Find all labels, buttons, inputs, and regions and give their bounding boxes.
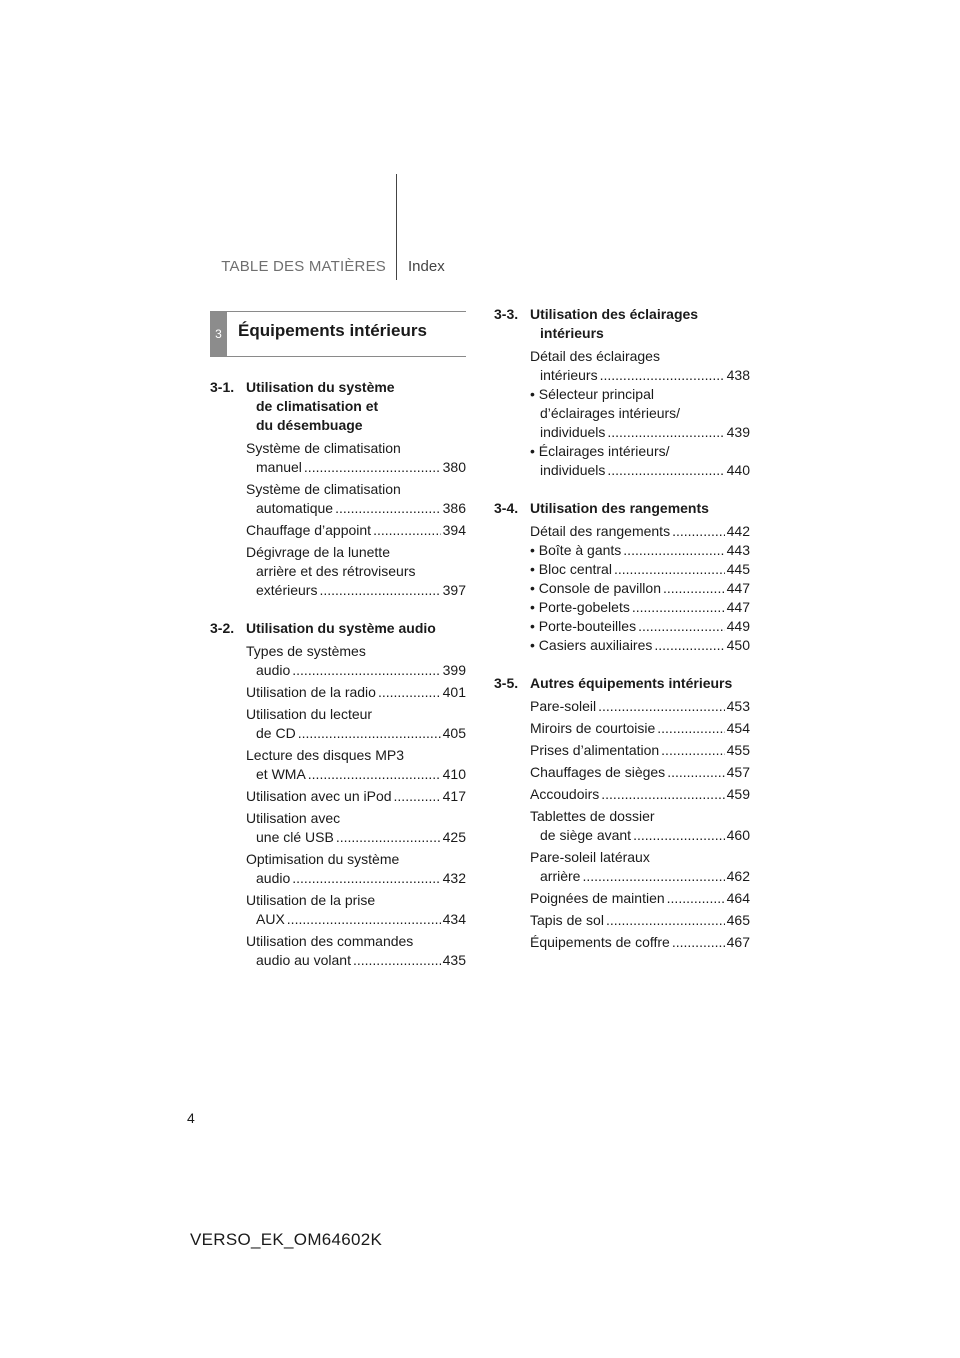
dot-leader bbox=[373, 521, 441, 540]
index-link[interactable]: Index bbox=[408, 258, 445, 275]
toc-entry[interactable] bbox=[530, 385, 750, 442]
entry-page-number: 443 bbox=[726, 542, 750, 558]
entry-line bbox=[246, 891, 466, 910]
entry-label: • Porte-bouteilles bbox=[530, 618, 637, 634]
toc-entry[interactable] bbox=[530, 541, 750, 560]
entry-label: individuels bbox=[540, 462, 606, 478]
toc-entry[interactable] bbox=[530, 785, 750, 804]
entry-label: Système de climatisation bbox=[246, 481, 401, 497]
entry-page-number: 432 bbox=[442, 870, 466, 886]
entry-label: Équipements de coffre bbox=[530, 934, 670, 950]
entry-label: Types de systèmes bbox=[246, 643, 366, 659]
group-title-line: Autres équipements intérieurs bbox=[530, 675, 733, 691]
entry-label: Prises d’alimentation bbox=[530, 742, 660, 758]
dot-leader bbox=[607, 461, 724, 480]
dot-leader bbox=[672, 522, 725, 541]
entry-label: • Éclairages intérieurs/ bbox=[530, 443, 670, 459]
entry-page-number: 434 bbox=[442, 911, 466, 927]
entry-label: Chauffage d’appoint bbox=[246, 522, 372, 538]
entry-page-number: 397 bbox=[442, 582, 466, 598]
page-number: 4 bbox=[187, 1110, 195, 1126]
dot-leader bbox=[607, 423, 724, 442]
dot-leader bbox=[606, 911, 725, 930]
entry-label: d’éclairages intérieurs/ bbox=[540, 405, 681, 421]
toc-entry[interactable] bbox=[530, 560, 750, 579]
entry-label: audio bbox=[256, 870, 291, 886]
toc-entry[interactable] bbox=[246, 932, 466, 970]
group-number: 3-1. bbox=[210, 379, 235, 395]
entry-page-number: 410 bbox=[442, 766, 466, 782]
section-number: 3 bbox=[215, 327, 222, 341]
entry-page-number: 442 bbox=[726, 523, 750, 539]
dot-leader bbox=[632, 598, 725, 617]
section-rule-top bbox=[210, 311, 466, 312]
entry-line bbox=[246, 543, 466, 562]
dot-leader bbox=[654, 636, 724, 655]
dot-leader bbox=[623, 541, 724, 560]
toc-entry[interactable] bbox=[530, 598, 750, 617]
entry-page-number: 447 bbox=[726, 580, 750, 596]
group-title bbox=[530, 674, 750, 693]
entry-label: Tapis de sol bbox=[530, 912, 604, 928]
toc-entry[interactable] bbox=[246, 521, 466, 540]
dot-leader bbox=[667, 889, 725, 908]
entry-page-number: 464 bbox=[726, 890, 750, 906]
group-title-line: de climatisation et bbox=[256, 398, 379, 414]
toc-entry[interactable] bbox=[530, 579, 750, 598]
entry-line bbox=[246, 683, 466, 702]
toc-entry[interactable] bbox=[530, 763, 750, 782]
group-title-line: Utilisation des éclairages bbox=[530, 306, 699, 322]
toc-entry[interactable] bbox=[246, 439, 466, 477]
toc-group bbox=[210, 378, 466, 600]
group-heading bbox=[210, 378, 466, 435]
toc-entry[interactable] bbox=[530, 347, 750, 385]
entry-label: Utilisation du lecteur bbox=[246, 706, 373, 722]
group-title-line: intérieurs bbox=[540, 325, 604, 341]
entry-line bbox=[530, 826, 750, 845]
group-number: 3-5. bbox=[494, 675, 519, 691]
group-number: 3-2. bbox=[210, 620, 235, 636]
entry-line bbox=[530, 461, 750, 480]
entry-label: Pare-soleil latéraux bbox=[530, 849, 650, 865]
dot-leader bbox=[378, 683, 441, 702]
toc-entry[interactable] bbox=[530, 933, 750, 952]
entry-page-number: 445 bbox=[726, 561, 750, 577]
entry-page-number: 435 bbox=[442, 952, 466, 968]
toc-entry[interactable] bbox=[246, 850, 466, 888]
entry-label: • Console de pavillon bbox=[530, 580, 661, 596]
entry-line bbox=[530, 636, 750, 655]
entry-line bbox=[246, 765, 466, 784]
entry-label: Détail des rangements bbox=[530, 523, 671, 539]
entry-line bbox=[246, 787, 466, 806]
document-code: VERSO_EK_OM64602K bbox=[190, 1230, 383, 1249]
entry-line bbox=[530, 697, 750, 716]
entry-page-number: 450 bbox=[726, 637, 750, 653]
entry-label: audio au volant bbox=[256, 952, 351, 968]
dot-leader bbox=[601, 785, 724, 804]
group-title bbox=[246, 619, 466, 638]
dot-leader bbox=[287, 910, 441, 929]
dot-leader bbox=[598, 697, 725, 716]
entry-page-number: 457 bbox=[726, 764, 750, 780]
entry-page-number: 454 bbox=[726, 720, 750, 736]
toc-entry[interactable] bbox=[246, 809, 466, 847]
entry-label: audio bbox=[256, 662, 291, 678]
entry-page-number: 453 bbox=[726, 698, 750, 714]
toc-entry[interactable] bbox=[246, 543, 466, 600]
group-title bbox=[246, 378, 466, 435]
entry-label: Pare-soleil bbox=[530, 698, 597, 714]
entry-line bbox=[530, 889, 750, 908]
entry-label: extérieurs bbox=[256, 582, 318, 598]
entry-line bbox=[246, 562, 466, 581]
entry-line bbox=[246, 724, 466, 743]
dot-leader bbox=[335, 499, 441, 518]
dot-leader bbox=[353, 951, 441, 970]
dot-leader bbox=[394, 787, 441, 806]
toc-entry[interactable] bbox=[530, 617, 750, 636]
entry-line bbox=[246, 661, 466, 680]
entry-page-number: 460 bbox=[726, 827, 750, 843]
toc-entry[interactable] bbox=[246, 891, 466, 929]
entry-label: de CD bbox=[256, 725, 296, 741]
entry-label: arrière bbox=[540, 868, 581, 884]
dot-leader bbox=[657, 719, 724, 738]
entry-label: Poignées de maintien bbox=[530, 890, 665, 906]
entry-line bbox=[246, 869, 466, 888]
toc-entry[interactable] bbox=[246, 683, 466, 702]
group-number: 3-3. bbox=[494, 306, 519, 322]
toc-entry[interactable] bbox=[530, 889, 750, 908]
section-rule-bottom bbox=[210, 356, 466, 357]
entry-line bbox=[530, 785, 750, 804]
group-heading bbox=[494, 499, 750, 518]
entry-line bbox=[246, 521, 466, 540]
entry-page-number: 380 bbox=[442, 459, 466, 475]
entry-label: Tablettes de dossier bbox=[530, 808, 655, 824]
entry-page-number: 449 bbox=[726, 618, 750, 634]
dot-leader bbox=[672, 933, 725, 952]
toc-entry[interactable] bbox=[530, 442, 750, 480]
dot-leader bbox=[600, 366, 725, 385]
group-number: 3-4. bbox=[494, 500, 519, 516]
group-title-line: Utilisation des rangements bbox=[530, 500, 709, 516]
entry-label: • Sélecteur principal bbox=[530, 386, 654, 402]
toc-entry[interactable] bbox=[530, 848, 750, 886]
entry-line bbox=[246, 439, 466, 458]
toc-column-left bbox=[210, 378, 466, 989]
entry-label: Détail des éclairages bbox=[530, 348, 660, 364]
entry-label: Chauffages de sièges bbox=[530, 764, 666, 780]
entry-page-number: 467 bbox=[726, 934, 750, 950]
toc-link[interactable]: TABLE DES MATIÈRES bbox=[221, 258, 386, 275]
entry-page-number: 455 bbox=[726, 742, 750, 758]
section-tab bbox=[210, 312, 227, 356]
entry-line bbox=[246, 932, 466, 951]
entry-page-number: 399 bbox=[442, 662, 466, 678]
entry-page-number: 459 bbox=[726, 786, 750, 802]
toc-group bbox=[210, 619, 466, 970]
entry-line bbox=[246, 850, 466, 869]
dot-leader bbox=[336, 828, 441, 847]
entry-page-number: 401 bbox=[442, 684, 466, 700]
entry-line bbox=[246, 746, 466, 765]
section-title: Équipements intérieurs bbox=[238, 321, 427, 340]
entry-label: et WMA bbox=[256, 766, 306, 782]
entry-label: Système de climatisation bbox=[246, 440, 401, 456]
entry-line bbox=[246, 581, 466, 600]
dot-leader bbox=[319, 581, 440, 600]
dot-leader bbox=[308, 765, 441, 784]
entry-label: une clé USB bbox=[256, 829, 334, 845]
entry-line bbox=[530, 741, 750, 760]
entry-line bbox=[246, 642, 466, 661]
entry-page-number: 438 bbox=[726, 367, 750, 383]
entry-line bbox=[530, 911, 750, 930]
entry-line bbox=[530, 385, 750, 404]
toc-entry[interactable] bbox=[246, 480, 466, 518]
entry-page-number: 386 bbox=[442, 500, 466, 516]
entry-page-number: 462 bbox=[726, 868, 750, 884]
dot-leader bbox=[582, 867, 724, 886]
entry-line bbox=[530, 617, 750, 636]
toc-entry[interactable] bbox=[246, 746, 466, 784]
group-title-line: Utilisation du système bbox=[246, 379, 395, 395]
entry-label: Dégivrage de la lunette bbox=[246, 544, 390, 560]
toc-column-right bbox=[494, 305, 750, 971]
entry-line bbox=[246, 951, 466, 970]
entry-line bbox=[246, 828, 466, 847]
entry-label: individuels bbox=[540, 424, 606, 440]
dot-leader bbox=[661, 741, 724, 760]
entry-line bbox=[530, 404, 750, 423]
entry-label: Utilisation des commandes bbox=[246, 933, 414, 949]
toc-entry[interactable] bbox=[246, 642, 466, 680]
entry-label: • Porte-gobelets bbox=[530, 599, 630, 615]
dot-leader bbox=[304, 458, 441, 477]
entry-label: Utilisation de la prise bbox=[246, 892, 376, 908]
entry-label: • Bloc central bbox=[530, 561, 612, 577]
entry-label: • Casiers auxiliaires bbox=[530, 637, 653, 653]
entry-page-number: 440 bbox=[726, 462, 750, 478]
toc-group bbox=[494, 499, 750, 655]
group-heading bbox=[210, 619, 466, 638]
entry-label: • Boîte à gants bbox=[530, 542, 622, 558]
entry-label: AUX bbox=[256, 911, 285, 927]
entry-label: arrière et des rétroviseurs bbox=[256, 563, 416, 579]
entry-label: de siège avant bbox=[540, 827, 632, 843]
entry-line bbox=[530, 522, 750, 541]
group-title-line: du désembuage bbox=[256, 417, 363, 433]
entry-label: intérieurs bbox=[540, 367, 598, 383]
dot-leader bbox=[663, 579, 725, 598]
entry-label: Lecture des disques MP3 bbox=[246, 747, 404, 763]
entry-label: Utilisation avec un iPod bbox=[246, 788, 392, 804]
group-title bbox=[530, 305, 750, 343]
nav-divider bbox=[396, 174, 397, 280]
dot-leader bbox=[638, 617, 725, 636]
entry-line bbox=[530, 347, 750, 366]
entry-line bbox=[530, 867, 750, 886]
dot-leader bbox=[614, 560, 725, 579]
entry-line bbox=[530, 579, 750, 598]
entry-line bbox=[246, 705, 466, 724]
dot-leader bbox=[298, 724, 441, 743]
entry-label: Accoudoirs bbox=[530, 786, 600, 802]
dot-leader bbox=[667, 763, 724, 782]
toc-entry[interactable] bbox=[530, 719, 750, 738]
toc-entry[interactable] bbox=[530, 807, 750, 845]
toc-entry[interactable] bbox=[530, 697, 750, 716]
section-header bbox=[210, 311, 466, 357]
entry-line bbox=[530, 807, 750, 826]
dot-leader bbox=[292, 661, 440, 680]
entry-line bbox=[246, 480, 466, 499]
entry-line bbox=[530, 541, 750, 560]
entry-label: automatique bbox=[256, 500, 334, 516]
entry-line bbox=[246, 910, 466, 929]
entry-line bbox=[530, 423, 750, 442]
entry-line bbox=[530, 442, 750, 461]
toc-entry[interactable] bbox=[530, 911, 750, 930]
entry-line bbox=[246, 809, 466, 828]
entry-label: Utilisation de la radio bbox=[246, 684, 376, 700]
toc-entry[interactable] bbox=[246, 705, 466, 743]
toc-entry[interactable] bbox=[530, 741, 750, 760]
entry-label: Utilisation avec bbox=[246, 810, 341, 826]
entry-label: manuel bbox=[256, 459, 302, 475]
entry-page-number: 405 bbox=[442, 725, 466, 741]
entry-line bbox=[246, 499, 466, 518]
entry-line bbox=[530, 933, 750, 952]
toc-group bbox=[494, 674, 750, 952]
group-heading bbox=[494, 305, 750, 343]
entry-page-number: 465 bbox=[726, 912, 750, 928]
entry-line bbox=[530, 848, 750, 867]
top-navigation bbox=[0, 256, 960, 280]
toc-entry[interactable] bbox=[246, 787, 466, 806]
entry-line bbox=[530, 560, 750, 579]
entry-line bbox=[530, 763, 750, 782]
entry-page-number: 425 bbox=[442, 829, 466, 845]
group-heading bbox=[494, 674, 750, 693]
toc-entry[interactable] bbox=[530, 636, 750, 655]
dot-leader bbox=[633, 826, 725, 845]
entry-line bbox=[530, 366, 750, 385]
group-title bbox=[530, 499, 750, 518]
entry-line bbox=[530, 719, 750, 738]
toc-entry[interactable] bbox=[530, 522, 750, 541]
entry-page-number: 439 bbox=[726, 424, 750, 440]
entry-line bbox=[530, 598, 750, 617]
entry-label: Miroirs de courtoisie bbox=[530, 720, 656, 736]
entry-label: Optimisation du système bbox=[246, 851, 400, 867]
entry-line bbox=[246, 458, 466, 477]
group-title-line: Utilisation du système audio bbox=[246, 620, 436, 636]
entry-page-number: 447 bbox=[726, 599, 750, 615]
entry-page-number: 394 bbox=[442, 522, 466, 538]
entry-page-number: 417 bbox=[442, 788, 466, 804]
dot-leader bbox=[292, 869, 440, 888]
toc-group bbox=[494, 305, 750, 480]
